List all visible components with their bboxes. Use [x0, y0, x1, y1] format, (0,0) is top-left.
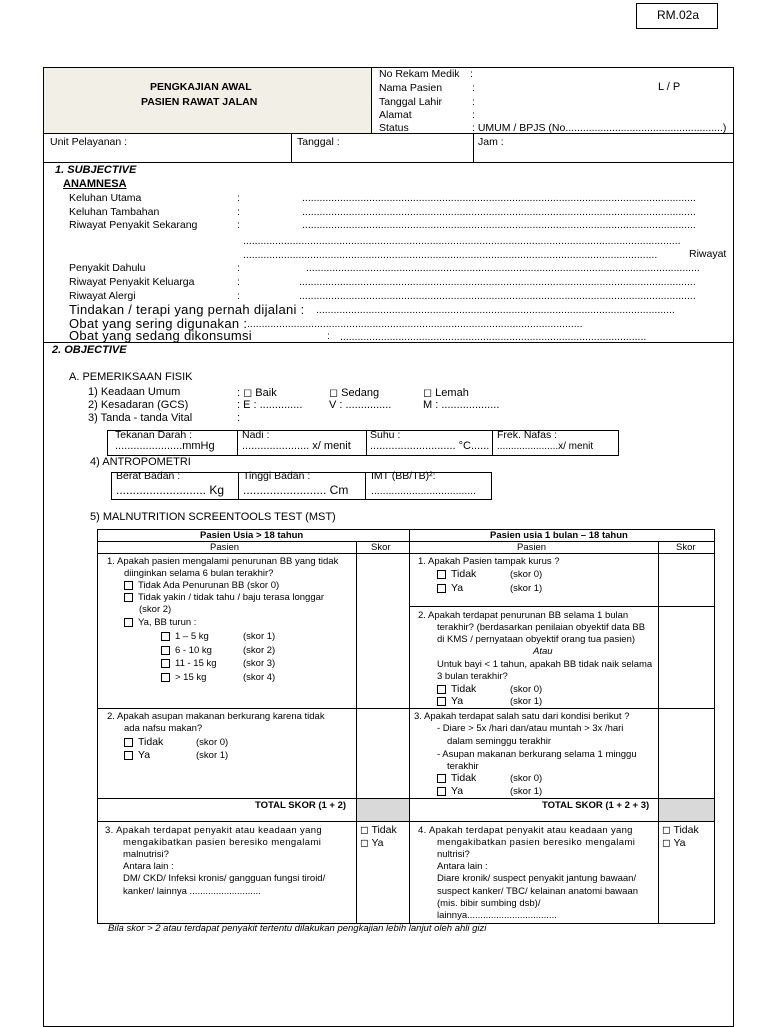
penyakit-keluarga-field[interactable]: ........................................................................................................................................: [299, 276, 696, 288]
child-q2-opt-tidak-skor: (skor 0): [510, 684, 543, 695]
adult-q1-opt-tidak[interactable]: Tidak Ada Penurunan BB (skor 0): [124, 580, 279, 591]
child-q1-opt-tidak-skor: (skor 0): [510, 569, 543, 580]
kesadaran-label: 2) Kesadaran (GCS): [88, 399, 189, 411]
checkbox-icon: [124, 581, 133, 590]
keluhan-utama-label: Keluhan Utama: [69, 192, 142, 204]
adult-q1-sub-4-skor: (skor 4): [243, 672, 276, 683]
checkbox-icon: [161, 646, 170, 655]
adult-q1-sub-2[interactable]: 6 - 10 kg: [161, 645, 212, 656]
adult-header: Pasien Usia > 18 tahun: [200, 530, 304, 541]
keadaan-sedang-option[interactable]: ◻ Sedang: [329, 387, 380, 399]
adult-q1-sub-3-skor: (skor 3): [243, 658, 276, 669]
adult-q1-sub-2-skor: (skor 2): [243, 645, 276, 656]
gcs-e-field[interactable]: : E : ..............: [237, 399, 303, 411]
riwayat-sekarang-label: Riwayat Penyakit Sekarang: [69, 219, 198, 231]
alamat-field[interactable]: :: [472, 109, 475, 121]
child-q1-opt-ya-skor: (skor 1): [510, 583, 543, 594]
tindakan-label: Tindakan / terapi yang pernah dijalani :: [69, 302, 305, 317]
tanggal-field[interactable]: Tanggal :: [297, 136, 340, 148]
adult-total-shade: [356, 798, 409, 821]
child-total-shade: [658, 798, 714, 821]
suhu-field[interactable]: ............................ °C......: [370, 440, 490, 452]
keadaan-lemah-option[interactable]: ◻ Lemah: [423, 387, 469, 399]
penyakit-keluarga-label: Riwayat Penyakit Keluarga: [69, 276, 195, 288]
child-q4-line1: 4. Apakah terdapat penyakit atau keadaan yang: [418, 825, 633, 836]
nadi-label: Nadi :: [242, 429, 270, 441]
penyakit-dahulu-label: Penyakit Dahulu: [69, 262, 146, 274]
suhu-label: Suhu :: [370, 429, 401, 441]
keluhan-tambahan-colon: :: [237, 206, 240, 218]
child-q3-opt-tidak[interactable]: Tidak: [437, 772, 476, 784]
jam-field[interactable]: Jam :: [478, 136, 504, 148]
alamat-label: Alamat: [379, 109, 412, 121]
status-label: Status: [379, 122, 409, 134]
nafas-label: Frek. Nafas :: [497, 429, 558, 441]
keluhan-utama-colon: :: [237, 192, 240, 204]
child-q4-line8: lainnya..................................: [437, 910, 557, 921]
obat-sedang-label: Obat yang sedang dikonsumsi: [69, 328, 252, 343]
adult-col-pasien: Pasien: [210, 542, 240, 553]
adult-q1-text: 1. Apakah pasien mengalami penurunan BB yang tidak: [107, 556, 339, 567]
rekam-medik-label: No Rekam Medik: [379, 68, 460, 80]
child-q4-line6: suspect kanker/ TBC/ kelainan anatomi bawaan: [437, 886, 639, 897]
tindakan-field[interactable]: ...........................................................................................................................: [316, 304, 675, 316]
tanda-vital-colon: :: [237, 412, 241, 424]
adult-q1-opt-tidak-yakin[interactable]: Tidak yakin / tidak tahu / baju terasa longgar: [124, 592, 324, 603]
objective-heading: 2. OBJECTIVE: [52, 344, 127, 356]
unit-pelayanan-field[interactable]: Unit Pelayanan :: [50, 136, 128, 148]
child-q2-opt-ya-skor: (skor 1): [510, 696, 543, 707]
mst-label: 5) MALNUTRITION SCREENTOOLS TEST (MST): [90, 511, 336, 523]
adult-q1-sub-1[interactable]: 1 – 5 kg: [161, 631, 209, 642]
imt-field[interactable]: ....................................: [371, 485, 477, 497]
antropometri-label: 4) ANTROPOMETRI: [90, 456, 191, 468]
checkbox-icon: [437, 570, 446, 579]
keadaan-baik-option[interactable]: : ◻ Baik: [237, 387, 277, 399]
adult-q3-line1: 3. Apakah terdapat penyakit atau keadaan yang: [105, 825, 322, 836]
adult-q3-line2: mengakibatkan pasien beresiko mengalami: [123, 837, 322, 848]
adult-q1-opt-ya[interactable]: Ya, BB turun :: [124, 617, 196, 628]
obat-sering-field[interactable]: ...................................................................................................................: [247, 318, 583, 330]
child-q2-line3: di KMS / pernyataan obyektif orang tua pasien): [437, 634, 636, 645]
adult-q2-opt-tidak[interactable]: Tidak: [124, 736, 163, 748]
adult-q2-text: 2. Apakah asupan makanan berkurang karena tidak: [107, 711, 325, 722]
obat-sedang-field[interactable]: .........................................................................................................: [340, 331, 647, 343]
rekam-medik-field[interactable]: :: [470, 68, 473, 80]
child-q4-tidak-option[interactable]: ◻ Tidak: [662, 824, 699, 836]
form-title-line1: PENGKAJIAN AWAL: [150, 81, 252, 93]
checkbox-icon: [161, 632, 170, 641]
child-q3-line1: - Diare > 5x /hari dan/atau muntah > 3x /hari: [437, 723, 624, 734]
child-q2-line2: terakhir? (berdasarkan penilaian obyektif data BB: [437, 622, 646, 633]
adult-q3-tidak-option[interactable]: ◻ Tidak: [360, 824, 397, 836]
adult-q2-opt-tidak-skor: (skor 0): [196, 737, 229, 748]
child-q3-opt-ya[interactable]: Ya: [437, 785, 463, 797]
riwayat-sekarang-cont1[interactable]: ......................................................................................................................................................: [243, 235, 681, 247]
checkbox-icon: [437, 774, 446, 783]
child-q2-line1: 2. Apakah terdapat penurunan BB selama 1 bulan: [418, 610, 629, 621]
tanggal-lahir-field[interactable]: :: [472, 96, 475, 108]
tekanan-darah-field[interactable]: ......................mmHg: [115, 440, 215, 452]
checkbox-icon: [124, 751, 133, 760]
nama-pasien-label: Nama Pasien: [379, 82, 443, 94]
gcs-m-field[interactable]: M : ...................: [423, 399, 500, 411]
adult-q2-opt-ya-skor: (skor 1): [196, 750, 229, 761]
berat-badan-label: Berat Badan :: [116, 470, 181, 482]
penyakit-keluarga-colon: :: [237, 276, 240, 288]
checkbox-icon: [124, 593, 133, 602]
child-col-skor: Skor: [676, 542, 696, 553]
riwayat-sekarang-colon: :: [237, 219, 240, 231]
child-q4-line3: nultrisi?: [437, 849, 470, 860]
keluhan-tambahan-label: Keluhan Tambahan: [69, 206, 160, 218]
child-q2-opt-tidak[interactable]: Tidak: [437, 683, 476, 695]
adult-q1-sub-4[interactable]: > 15 kg: [161, 672, 206, 683]
nama-pasien-field[interactable]: :: [472, 82, 475, 94]
child-q3-opt-tidak-skor: (skor 0): [510, 773, 543, 784]
child-q1-opt-tidak[interactable]: Tidak: [437, 568, 476, 580]
child-q2-opt-ya[interactable]: Ya: [437, 695, 463, 707]
checkbox-icon: [124, 618, 133, 627]
child-q3-text: 3. Apakah terdapat salah satu dari kondisi berikut ?: [414, 711, 630, 722]
tekanan-darah-label: Tekanan Darah :: [115, 429, 193, 441]
obat-sering-label: Obat yang sering digunakan :: [69, 316, 248, 331]
checkbox-icon: [161, 659, 170, 668]
form-code: RM.02a: [657, 8, 700, 22]
penyakit-dahulu-field[interactable]: .......................................................................................................................................: [306, 262, 700, 274]
child-q4-line5: Diare kronik/ suspect penyakit jantung bawaan/: [437, 873, 637, 884]
child-header: Pasien usia 1 bulan – 18 tahun: [490, 530, 628, 541]
child-q4-line7: (mis. bibir sumbing dsb)/: [437, 898, 541, 909]
child-q4-ya-option[interactable]: ◻ Ya: [662, 837, 686, 849]
keluhan-utama-field[interactable]: .......................................................................................................................................: [302, 192, 696, 204]
riwayat-alergi-colon: :: [237, 290, 240, 302]
adult-q1-sub-3[interactable]: 11 - 15 kg: [161, 658, 217, 669]
checkbox-icon: [437, 584, 446, 593]
child-q2-bayi-line1: Untuk bayi < 1 tahun, apakah BB tidak naik selama: [437, 659, 653, 670]
child-q3-opt-ya-skor: (skor 1): [510, 786, 543, 797]
child-q4-line2: mengakibatkan pasien beresiko mengalami: [437, 837, 636, 848]
gender-option[interactable]: L / P: [658, 81, 681, 93]
riwayat-alergi-field[interactable]: ........................................................................................................................................: [299, 290, 696, 302]
anamnesa-heading: ANAMNESA: [63, 178, 127, 190]
adult-q3-line6: kanker/ lainnya ...........................: [123, 886, 261, 897]
adult-total-label: TOTAL SKOR (1 + 2): [255, 800, 347, 811]
status-field[interactable]: : UMUM / BPJS (No......................................................): [472, 122, 727, 134]
tinggi-badan-field[interactable]: ......................... Cm: [243, 483, 349, 497]
gcs-v-field[interactable]: V : ...............: [329, 399, 392, 411]
tanggal-lahir-label: Tanggal Lahir: [379, 96, 443, 108]
riwayat-alergi-label: Riwayat Alergi: [69, 290, 136, 302]
checkbox-icon: [161, 673, 170, 682]
adult-q3-line5: DM/ CKD/ Infeksi kronis/ gangguan fungsi tiroid/: [123, 873, 326, 884]
adult-q3-line3: malnutrisi?: [123, 849, 169, 860]
keluhan-tambahan-field[interactable]: .......................................................................................................................................: [302, 206, 696, 218]
child-q4-line4: Antara lain :: [437, 861, 488, 872]
child-q2-bayi-line2: 3 bulan terakhir?: [437, 671, 508, 682]
child-q1-opt-ya[interactable]: Ya: [437, 582, 463, 594]
checkbox-icon: [437, 685, 446, 694]
form-title-line2: PASIEN RAWAT JALAN: [141, 96, 258, 108]
child-col-pasien: Pasien: [517, 542, 547, 553]
child-q1-text: 1. Apakah Pasien tampak kurus ?: [418, 556, 560, 567]
keadaan-umum-label: 1) Keadaan Umum: [88, 386, 181, 398]
child-total-label: TOTAL SKOR (1 + 2 + 3): [542, 800, 650, 811]
adult-q1-opt-skor2: (skor 2): [139, 604, 172, 615]
imt-label: IMT (BB/TB)²:: [371, 470, 436, 482]
child-q2-atau: Atau: [533, 646, 553, 657]
mst-footnote: Bila skor > 2 atau terdapat penyakit tertentu dilakukan pengkajian lebih lanjut oleh ahli gizi: [108, 923, 487, 934]
adult-q2-opt-ya[interactable]: Ya: [124, 749, 150, 761]
tanda-vital-label: 3) Tanda - tanda Vital: [88, 412, 193, 424]
checkbox-icon: [437, 697, 446, 706]
child-q3-line4: terakhir: [447, 761, 479, 772]
child-q3-line2: dalam seminggu terakhir: [447, 736, 552, 747]
tinggi-badan-label: Tinggi Badan :: [243, 470, 311, 482]
penyakit-dahulu-colon: :: [237, 262, 240, 274]
adult-q3-ya-option[interactable]: ◻ Ya: [360, 837, 384, 849]
nafas-field[interactable]: ......................x/ menit: [497, 441, 594, 452]
adult-q1-text2: diinginkan selama 6 bulan terakhir?: [124, 568, 274, 579]
riwayat-sekarang-cont2[interactable]: ..............................................................................................................................................: [243, 249, 658, 261]
pemeriksaan-fisik-heading: A. PEMERIKSAAN FISIK: [69, 371, 193, 383]
child-q3-line3: - Asupan makanan berkurang selama 1 minggu: [437, 749, 637, 760]
adult-q1-sub-1-skor: (skor 1): [243, 631, 276, 642]
adult-q2-text2: ada nafsu makan?: [124, 723, 203, 734]
subjective-heading: 1. SUBJECTIVE: [55, 164, 137, 176]
riwayat-sekarang-field[interactable]: .......................................................................................................................................: [302, 219, 696, 231]
nadi-field[interactable]: ...................... x/ menit: [242, 440, 351, 452]
adult-col-skor: Skor: [371, 542, 391, 553]
riwayat-label: Riwayat: [689, 248, 727, 260]
checkbox-icon: [124, 738, 133, 747]
obat-sedang-colon: :: [327, 330, 330, 342]
berat-badan-field[interactable]: ........................... Kg: [116, 483, 225, 497]
checkbox-icon: [437, 787, 446, 796]
adult-q3-line4: Antara lain :: [123, 861, 174, 872]
